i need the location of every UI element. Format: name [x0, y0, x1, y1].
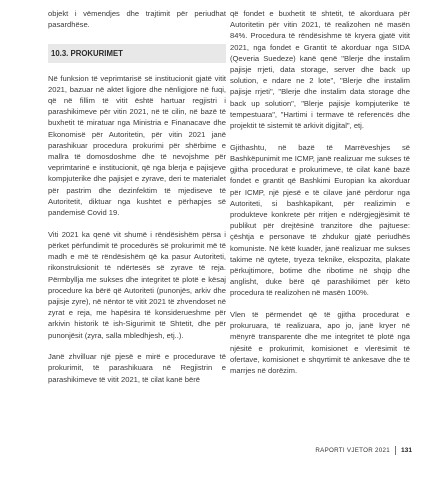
report-label: RAPORTI VJETOR 2021: [315, 447, 390, 454]
body-paragraph: Vlen të përmendet që të gjitha procedurat e prokuruara, të realizuara, apo jo, janë kryer në mënyrë transparente dhe me integritet të plotë nga njësitë e prokurimit, komisionet e vlerësimit të ofertave, komisionet e shqyrtimit të ankesave dhe të marrjes në dorëzim.: [230, 310, 410, 376]
body-paragraph: Janë zhvilluar një pjesë e mirë e procedurave të prokurimit, të parashikuara në Regjistrin e parashikimeve të vitit 2021, të cilat kanë bërë: [48, 352, 226, 384]
left-column: [48, 8, 226, 395]
body-paragraph: që fondet e buxhetit të shtetit, të akorduara për Autoritetin për vitin 2021, të realizohen në masën 84%. Procedura të rëndësishme të kryera gjatë vitit 2021, nga fondet e Grantit të akorduar nga SIDA (Qeveria Suedeze) kanë qenë "Blerje dhe instalim pajisje rrjeti, data storage, server dhe back up solution, e ndare ne 2 lote", "Blerje dhe instalim pajisje rrjeti", "Blerje dhe instalim data storage dhe back up solution", "Blerje pajisje kompjuterike të tempestuara", "Hartimi i termave të referencës dhe projektit të sistemit të arkivit digjital", etj.: [230, 9, 410, 131]
body-paragraph: Në funksion të veprimtarisë së institucionit gjatë vitit 2021, bazuar në aktet ligjore dhe nënligjore në fuqi, që në fillim të vitit është hartuar regjistri i parashikimeve për vitin 2021, në të cilin, në bazë të buxhetit të miratuar nga Ministria e Finanacave dhe Ekonomisë për Autoritetin, për vitin 2021 janë parashikuar procedura prokurimi për shërbime e mallra të domosdoshme dhe të nevojshme për veprimtarinë e institucionit, që nga blerja e pajisjeve kompjuterike dhe pajisjet e zyrave, deri te materialet për pastrim dhe dezinfektim të mjediseve të Autoritetit, diktuar nga kushtet e përhapjes së pandemisë Covid 19.: [48, 73, 226, 218]
page-footer: [315, 446, 412, 455]
section-heading: 10.3. PROKURIMET: [48, 44, 226, 62]
body-paragraph: Gjithashtu, në bazë të Marrëveshjes së Bashkëpunimit me ICMP, janë realizuar me sukses të gjitha procedurat e prokurimeve, të cilat kanë bazë fondet e grantit që Bashkimi Europian ka akorduar për ICMP, një pjesë e të cilave janë përdorur nga Autoriteti, si bashkapikant, për realizimin e produkteve konkrete për rritjen e ndërgjegjësimit të publikut për drejtësinë tranzitore dhe pajtuese: çështja e personave të zhdukur gjatë periudhës komuniste. Në këtë kuadër, janë realizuar me sukses takime në qytete, tryeza teknike, ekspozita, plakate përkujtimore, botime dhe ribotime në shqip dhe anglisht, duke bërë që parashikimet për këto procedura të realizohen në masën 100%.: [230, 142, 410, 298]
footer-divider: [395, 446, 396, 455]
body-paragraph: Viti 2021 ka qenë vit shumë i rëndësishëm përsa i përket përfundimit të procedurës së prokurimit më të madh e më të rëndësishëm që ka pasur Autoriteti, rikonstruksionit të ndërtesës së zyrave të reja. Përmbyllja me sukses dhe integritet të plotë e kësaj procedure ka bërë që Autoriteti (punonjës, arkiv dhe pajisje zyre), në nëntor të vitit 2021 të zhvendoset në zyrat e reja, me hapësira të konsiderueshme për arkivin historik të ish-Sigurimit të Shtetit, dhe për punonjësit (zyra, salla mbledhjesh, etj..).: [48, 229, 226, 340]
page-number: 131: [400, 447, 412, 454]
intro-paragraph: objekt i vëmendjes dhe trajtimit për periudhat pasardhëse.: [48, 9, 226, 30]
right-column: [230, 8, 410, 387]
